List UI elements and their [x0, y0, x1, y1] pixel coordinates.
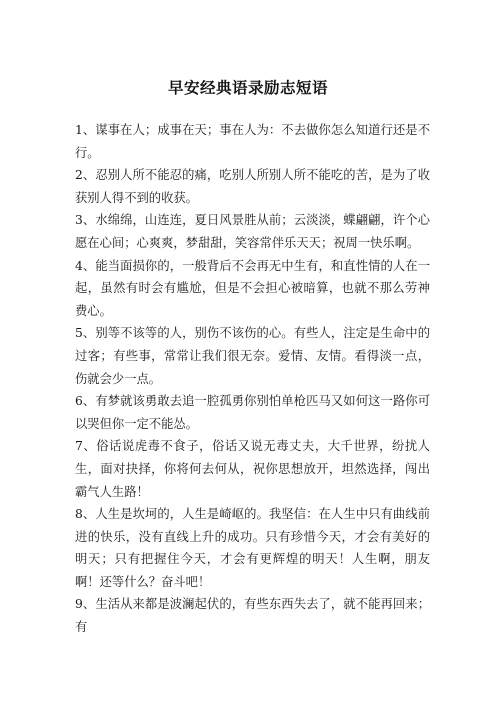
document-body — [75, 119, 430, 639]
paragraph-8: 8、人生是坎坷的，人生是崎岖的。我坚信：在人生中只有曲线前进的快乐，没有直线上升的成功。只有珍惜今天，才会有美好的明天；只有把握住今天，才会有更辉煌的明天！人生啊，朋友啊！还等什么？奋斗吧！ — [75, 507, 430, 589]
paragraph-4: 4、能当面损你的，一般背后不会再无中生有，和直性情的人在一起，虽然有时会有尴尬，但是不会担心被暗算，也就不那么劳神费心。 — [75, 258, 430, 318]
document-title: 早安经典语录励志短语 — [167, 79, 328, 97]
paragraph-6: 6、有梦就该勇敢去追一腔孤勇你别怕单枪匹马又如何这一路你可以哭但你一定不能怂。 — [75, 394, 430, 431]
paragraph-5: 5、别等不该等的人，别伤不该伤的心。有些人，注定是生命中的过客；有些事，常常让我们很无奈。爱情、友情。看得淡一点，伤就会少一点。 — [75, 326, 430, 386]
paragraph-2: 2、忍别人所不能忍的痛，吃别人所别人所不能吃的苦，是为了收获别人得不到的收获。 — [75, 168, 430, 205]
paragraph-1: 1、谋事在人；成事在天；事在人为：不去做你怎么知道行还是不行。 — [75, 123, 430, 160]
paragraph-3: 3、水绵绵，山连连，夏日风景胜从前；云淡淡，蝶翩翩，许个心愿在心间；心爽爽，梦甜甜，笑容常伴乐天天；祝周一快乐啊。 — [75, 213, 430, 250]
paragraph-7: 7、俗话说虎毒不食子，俗话又说无毒丈夫，大千世界，纷扰人生，面对抉择，你将何去何从，祝你思想放开，坦然选择，闯出霸气人生路！ — [75, 439, 430, 499]
paragraph-9: 9、生活从来都是波澜起伏的，有些东西失去了，就不能再回来；有 — [75, 597, 430, 635]
